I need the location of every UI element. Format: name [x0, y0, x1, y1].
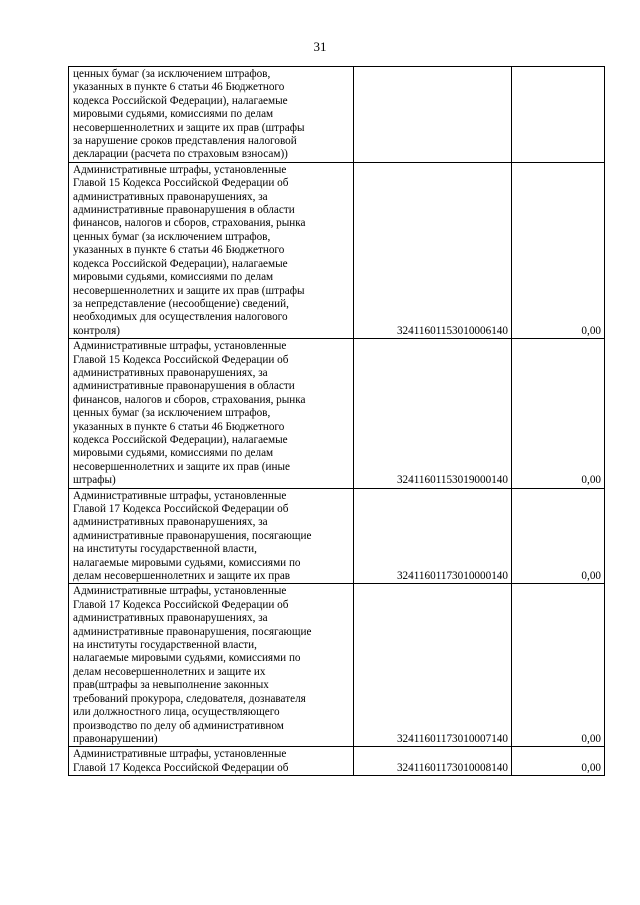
description-line: административные правонарушения в области — [73, 204, 295, 217]
description-line: административных правонарушениях, за — [73, 366, 268, 379]
description-line: административных правонарушениях, за — [73, 612, 268, 625]
budget-classification-code: 32411601153010006140 — [354, 162, 512, 338]
budget-classification-code — [354, 67, 512, 163]
budget-revenue-table — [68, 66, 605, 776]
description-line: Главой 17 Кодекса Российской Федерации об — [73, 761, 289, 774]
description-line: несовершеннолетних и защите их прав (иные — [73, 460, 290, 473]
page-number: 31 — [313, 39, 327, 54]
description-line: кодекса Российской Федерации), налагаемые — [73, 94, 288, 107]
description-line: мировыми судьями, комиссиями по делам — [73, 447, 274, 460]
amount-value — [512, 67, 605, 163]
description-line: кодекса Российской Федерации), налагаемые — [73, 257, 288, 270]
description-line: делам несовершеннолетних и защите их — [73, 665, 266, 678]
table-row — [69, 747, 605, 776]
revenue-description-cell — [69, 339, 354, 488]
description-line: делам несовершеннолетних и защите их прав — [73, 570, 291, 583]
table-body — [69, 67, 605, 776]
description-line: налагаемые мировыми судьями, комиссиями по — [73, 556, 301, 569]
description-line: правонарушении) — [73, 732, 158, 745]
table-row — [69, 488, 605, 584]
description-line: мировыми судьями, комиссиями по делам — [73, 108, 274, 121]
description-line: указанных в пункте 6 статьи 46 Бюджетного — [73, 420, 285, 433]
table-row — [69, 339, 605, 488]
budget-classification-code: 32411601153019000140 — [354, 339, 512, 488]
description-line: или должностного лица, осуществляющего — [73, 706, 280, 719]
description-line: ценных бумаг (за исключением штрафов, — [73, 407, 271, 420]
amount-value: 0,00 — [512, 162, 605, 338]
revenue-description-cell — [69, 747, 354, 776]
amount-value: 0,00 — [512, 747, 605, 776]
budget-classification-code: 32411601173010008140 — [354, 747, 512, 776]
description-line: мировыми судьями, комиссиями по делам — [73, 271, 274, 284]
amount-value: 0,00 — [512, 488, 605, 584]
amount-value: 0,00 — [512, 584, 605, 747]
description-line: административные правонарушения, посягающие — [73, 625, 312, 638]
description-line: Главой 15 Кодекса Российской Федерации об — [73, 353, 289, 366]
description-line: ценных бумаг (за исключением штрафов, — [73, 230, 271, 243]
revenue-description-cell — [69, 584, 354, 747]
revenue-description-cell — [69, 67, 354, 163]
revenue-description-cell — [69, 162, 354, 338]
description-line: административные правонарушения в области — [73, 380, 295, 393]
description-line: Административные штрафы, установленные — [73, 340, 287, 353]
description-line: необходимых для осуществления налогового — [73, 311, 288, 324]
description-line: финансов, налогов и сборов, страхования, рынка — [73, 217, 306, 230]
amount-value: 0,00 — [512, 339, 605, 488]
description-line: прав(штрафы за невыполнение законных — [73, 679, 269, 692]
table-row — [69, 584, 605, 747]
description-line: за нарушение сроков представления налоговой — [73, 135, 297, 148]
revenue-description-cell — [69, 488, 354, 584]
description-line: несовершеннолетних и защите их прав (штрафы — [73, 284, 305, 297]
description-line: Главой 15 Кодекса Российской Федерации об — [73, 177, 289, 190]
description-line: административные правонарушения, посягающие — [73, 529, 312, 542]
description-line: Главой 17 Кодекса Российской Федерации об — [73, 503, 289, 515]
description-line: на институты государственной власти, — [73, 639, 257, 652]
budget-classification-code: 32411601173010000140 — [354, 488, 512, 584]
description-line: указанных в пункте 6 статьи 46 Бюджетного — [73, 244, 285, 257]
table-row — [69, 67, 605, 163]
description-line: финансов, налогов и сборов, страхования, рынка — [73, 393, 306, 406]
description-line: требований прокурора, следователя, дознавателя — [73, 692, 306, 705]
description-line: Административные штрафы, установленные — [73, 163, 287, 176]
description-line: на институты государственной власти, — [73, 543, 257, 556]
description-line: несовершеннолетних и защите их прав (штрафы — [73, 121, 305, 134]
description-line: Главой 17 Кодекса Российской Федерации об — [73, 598, 289, 611]
description-line: контроля) — [73, 324, 120, 337]
description-line: за непредставление (несообщение) сведений, — [73, 297, 289, 310]
description-line: декларации (расчета по страховым взносам)) — [73, 148, 288, 161]
description-line: Административные штрафы, установленные — [73, 748, 287, 761]
description-line: указанных в пункте 6 статьи 46 Бюджетного — [73, 81, 285, 94]
description-line: административных правонарушениях, за — [73, 190, 268, 203]
description-line: штрафы) — [73, 474, 116, 487]
description-line: налагаемые мировыми судьями, комиссиями по — [73, 652, 301, 665]
description-line: кодекса Российской Федерации), налагаемые — [73, 433, 288, 446]
table-row — [69, 162, 605, 338]
description-line: административных правонарушениях, за — [73, 516, 268, 529]
description-line: Административные штрафы, установленные — [73, 585, 287, 598]
budget-classification-code: 32411601173010007140 — [354, 584, 512, 747]
description-line: Административные штрафы, установленные — [73, 489, 287, 502]
description-line: производство по делу об административном — [73, 719, 284, 732]
description-line: ценных бумаг (за исключением штрафов, — [73, 68, 271, 80]
